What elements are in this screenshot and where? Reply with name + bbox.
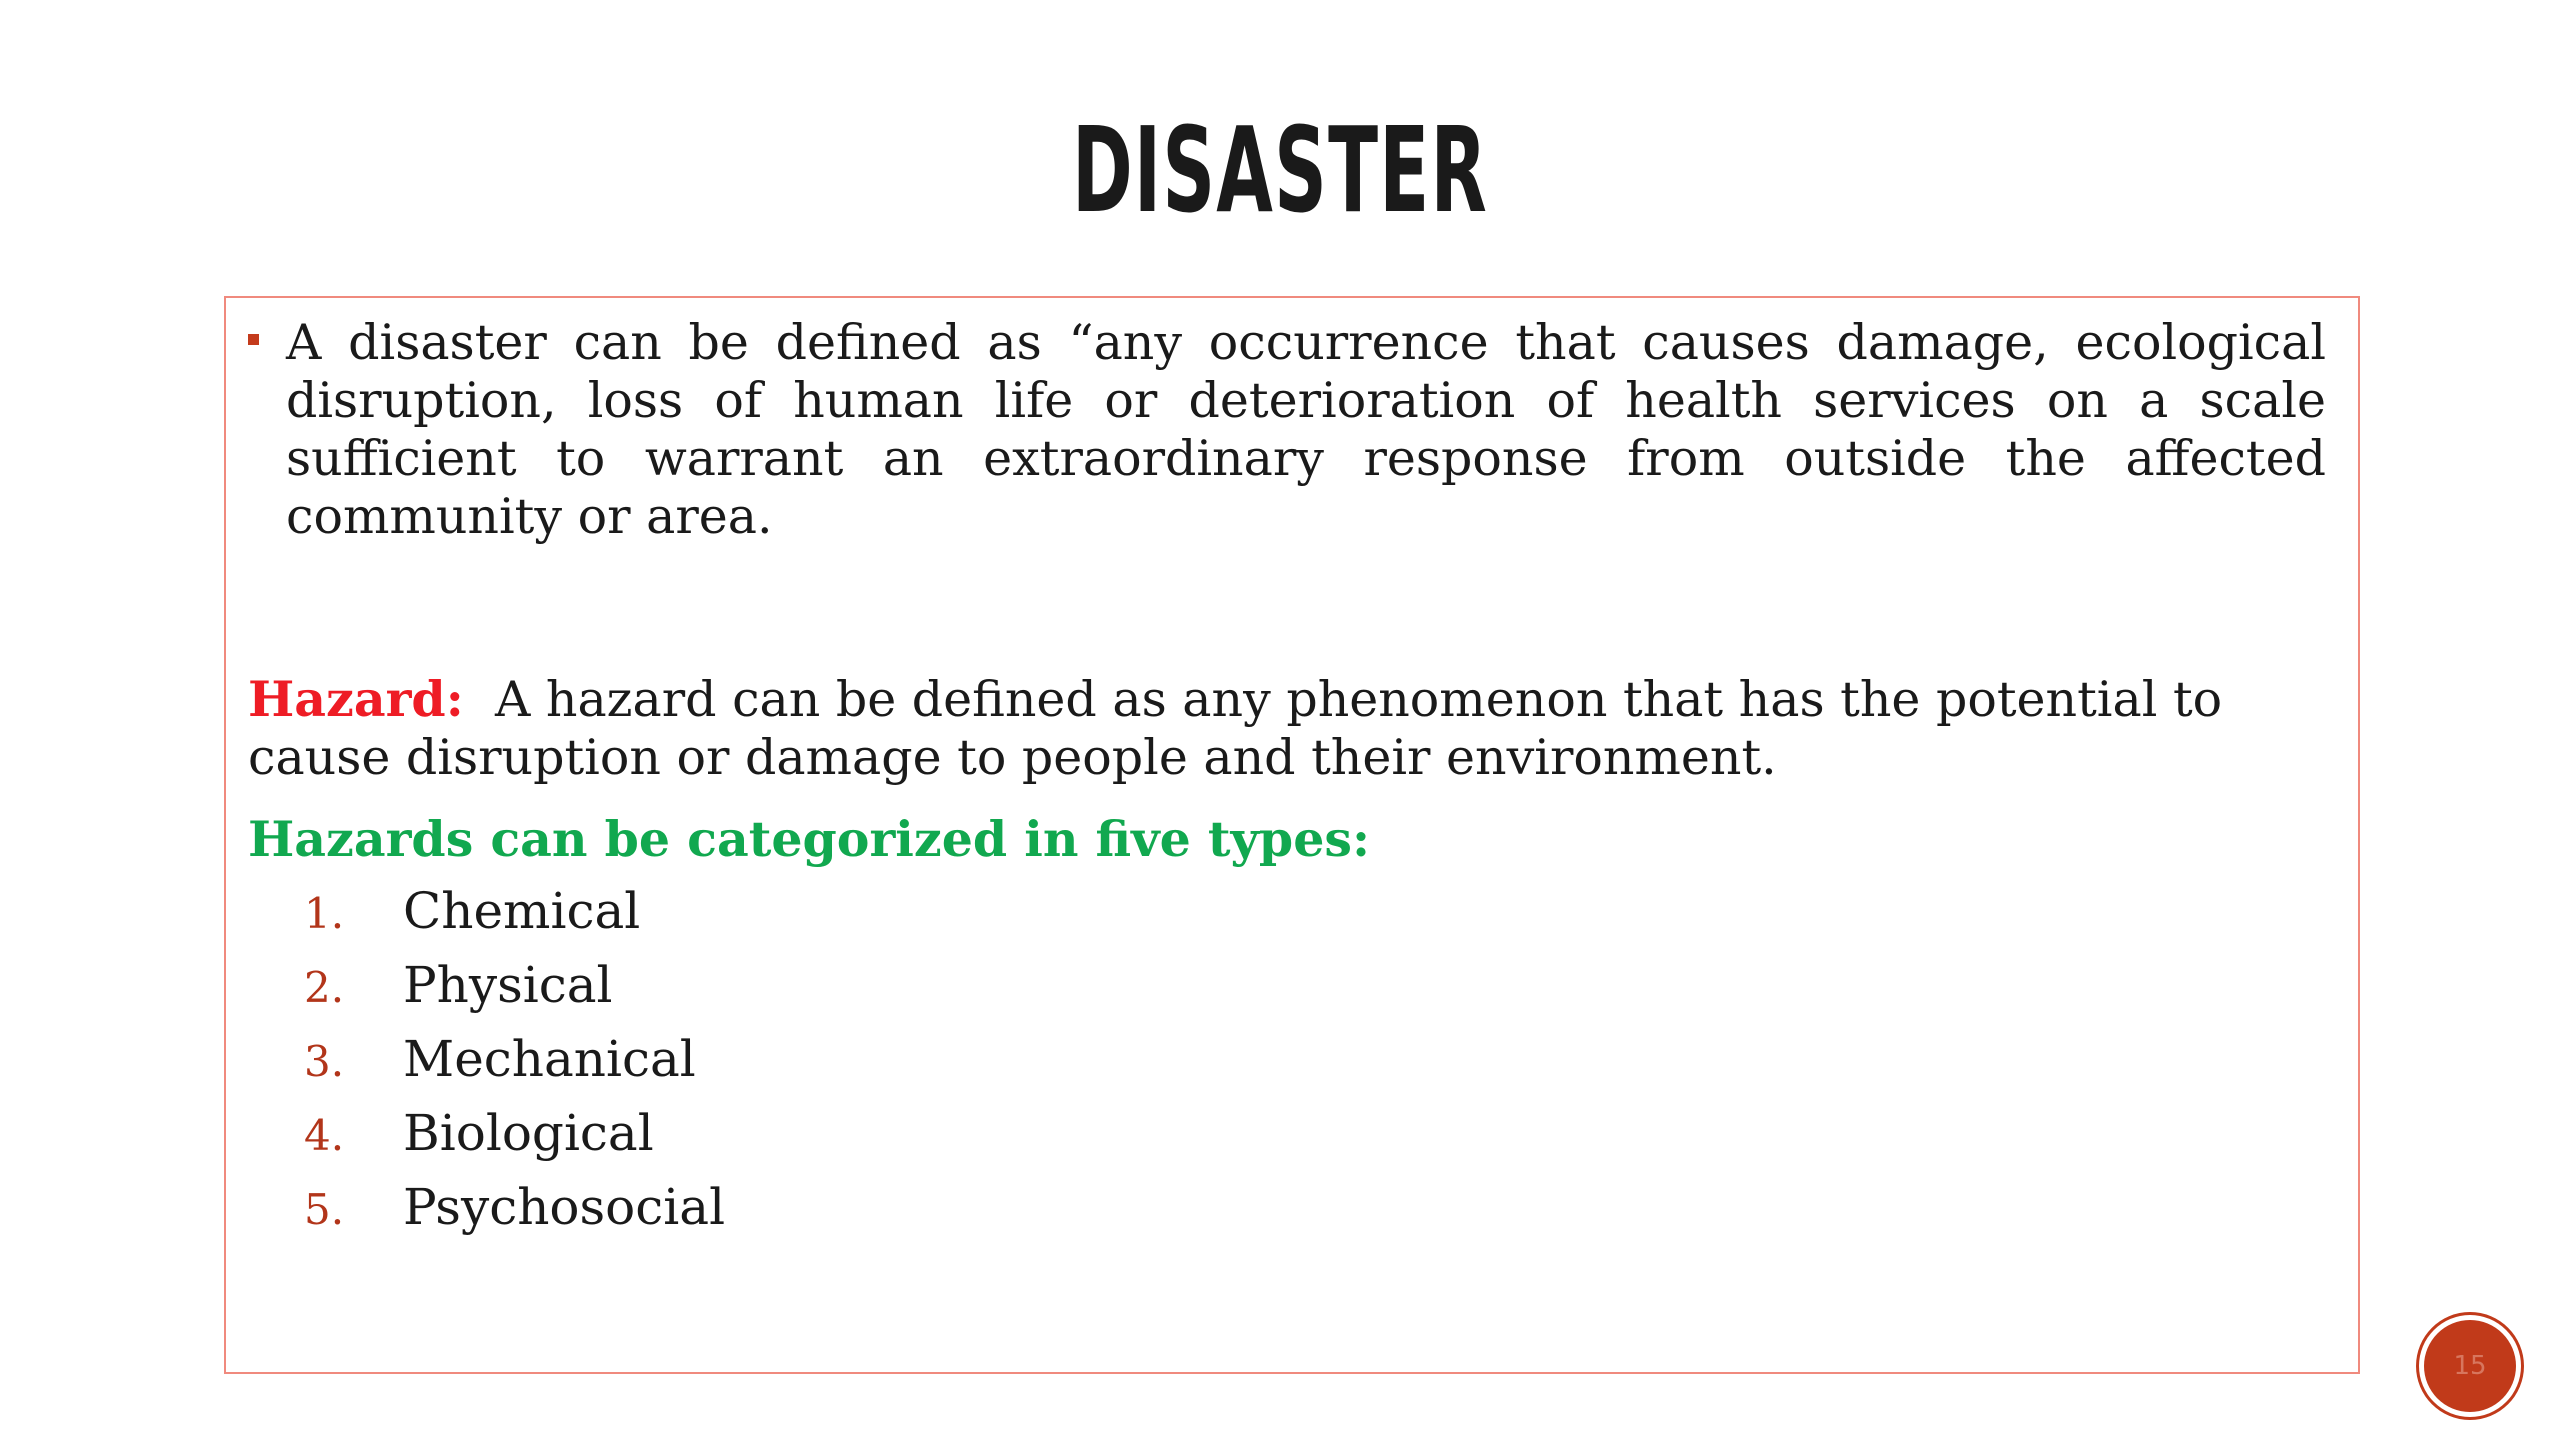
content-box (224, 296, 2360, 1374)
list-item (248, 1096, 725, 1170)
disaster-definition: A disaster can be defined as “any occurrence that causes damage, ecological disruption, loss of human life or deterioration of health services on a scale sufficient to warrant an extraordinary response from outside the affected community or area. (286, 314, 2326, 545)
list-number: 3. (304, 1037, 345, 1086)
list-label: Psychosocial (403, 1178, 726, 1236)
hazard-definition: A hazard can be defined as any phenomenon that has the potential to cause disruption or damage to people and their environment. (248, 671, 2223, 786)
hazard-types-list (248, 874, 725, 1244)
list-item (248, 874, 725, 948)
list-label: Mechanical (403, 1030, 696, 1088)
types-heading: Hazards can be categorized in five types: (248, 810, 1371, 868)
list-item (248, 948, 725, 1022)
list-item (248, 1170, 725, 1244)
list-label: Physical (403, 956, 613, 1014)
list-label: Chemical (403, 882, 641, 940)
hazard-definition-paragraph (248, 670, 2326, 787)
list-item (248, 1022, 725, 1096)
page-number-badge (2424, 1320, 2516, 1412)
list-number: 1. (304, 889, 345, 938)
list-number: 2. (304, 963, 345, 1012)
slide-title: DISASTER (1071, 101, 1489, 239)
list-number: 4. (304, 1111, 345, 1160)
square-bullet-icon (248, 334, 259, 345)
page-number: 15 (2453, 1351, 2487, 1381)
list-number: 5. (304, 1185, 345, 1234)
hazard-term: Hazard: (248, 670, 464, 728)
list-label: Biological (403, 1104, 654, 1162)
